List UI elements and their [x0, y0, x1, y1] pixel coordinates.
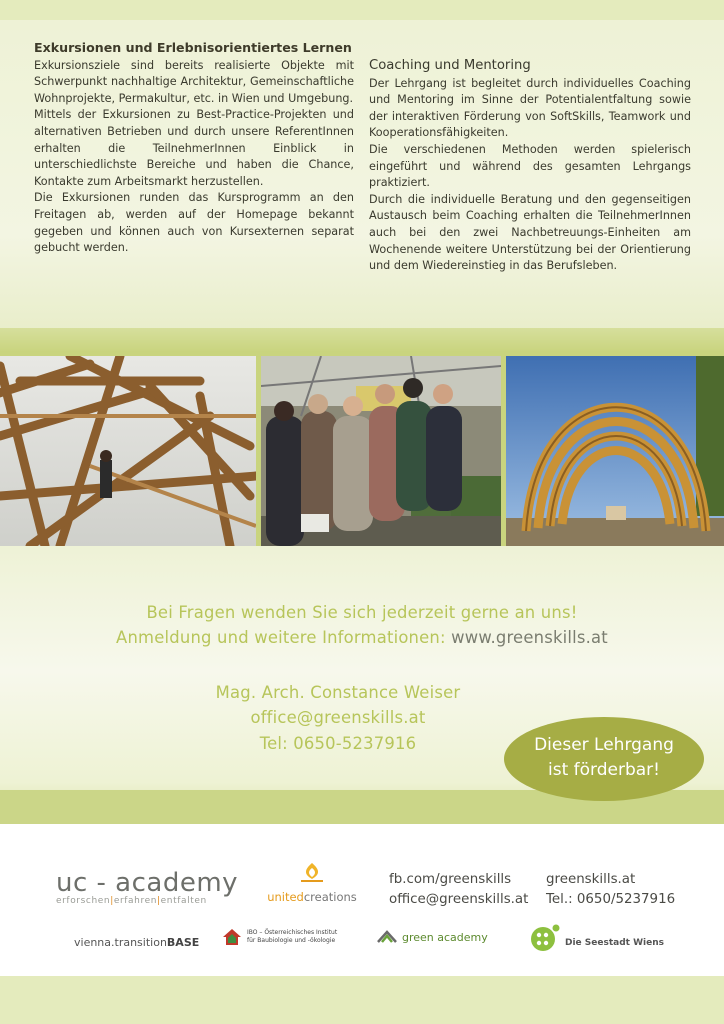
paragraph-coaching-methods: Die verschiedenen Methoden werden spielerisch eingeführt und während des gesamten Lehrgangs praktiziert.: [369, 142, 691, 190]
paragraph-exkursion-schedule: Die Exkursionen runden das Kursprogramm an den Freitagen ab, werden auf der Homepage bekannt gegeben und können auch von Kursexternen separat gebucht werden.: [34, 191, 354, 255]
paragraph-coaching-intro: Der Lehrgang ist begleitet durch individuelles Coaching und Mentoring im Sinne der Potentialentfaltung sowie der interaktiven Förderung von SoftSkills, Teamwork und Kooperationsfähigkeiten.: [369, 76, 691, 140]
footer-phone: Tel.: 0650/5237916: [546, 892, 676, 907]
footer-contact-web: [546, 870, 675, 910]
green-academy-logo: green academy: [377, 930, 488, 944]
unitedcreations-logo: [262, 862, 362, 904]
contact-name: Mag. Arch. Constance Weiser: [215, 683, 461, 702]
uc-academy-tagline: erforschen|erfahren|entfalten: [56, 896, 207, 906]
paragraph-exkursion-targets: Exkursionsziele sind bereits realisierte Objekte mit Schwerpunkt nachhaltige Architektur, Gemeinschaftliche Wohnprojekte, Permakultur, etc. in Wien und Umgebung.: [34, 58, 354, 105]
flame-icon: [297, 862, 327, 884]
top-band: [0, 0, 724, 20]
paragraph-coaching-support: Durch die individuelle Beratung und den gegenseitigen Austausch beim Coaching erhalten die TeilnehmerInnen auch bei den zwei Nachbetreuungs-Einheiten am Wochenende weitere Unterstützung bei der Orientierung und dem Wiedereinstieg in das Berufsleben.: [369, 192, 691, 273]
photo-timber-roof: [0, 356, 256, 546]
cta-registration: [0, 628, 724, 647]
ibo-label: IBO – Österreichisches Institut für Baubiologie und -ökologie: [247, 929, 338, 944]
house-icon: [222, 928, 242, 946]
left-column: [34, 40, 354, 257]
seestadt-emblem-icon: [530, 924, 560, 952]
facebook-link[interactable]: fb.com/greenskills: [389, 872, 512, 887]
heading-exkursionen: Exkursionen und Erlebnisorientiertes Lernen: [34, 40, 352, 55]
photo-greenhouse-group: [261, 356, 501, 546]
cta-registration-label: Anmeldung und weitere Informationen:: [116, 628, 452, 647]
funding-badge: [504, 717, 704, 801]
photo-strip: [0, 352, 724, 546]
cta-questions: Bei Fragen wenden Sie sich jederzeit gerne an uns!: [146, 603, 578, 622]
contact-phone: Tel: 0650-5237916: [259, 734, 417, 753]
vienna-transition-base-logo: vienna.transition BASE: [74, 936, 200, 949]
badge-line-1: Dieser Lehrgang: [534, 735, 674, 755]
divider-band: [0, 328, 724, 352]
bottom-band: [0, 976, 724, 1024]
paragraph-exkursion-methods: Mittels der Exkursionen zu Best-Practice-Projekten und alternativen Betrieben und durch unsere ReferentInnen erhalten die TeilnehmerInnen Einblick in unterschiedlichste Bereiche und haben die Chance, Kontakte zum Arbeitsmarkt herzustellen.: [34, 108, 354, 188]
uc-academy-wordmark: uc - academy: [56, 868, 239, 898]
uc-academy-logo: [56, 868, 238, 906]
right-column: [369, 40, 691, 275]
footer-website-link[interactable]: greenskills.at: [546, 872, 636, 887]
photo-wooden-arch: [506, 356, 724, 546]
heading-coaching: Coaching und Mentoring: [369, 58, 531, 73]
badge-line-2: ist förderbar!: [548, 760, 660, 780]
footer-contact-social: [389, 870, 528, 910]
seestadt-logo: Die Seestadt Wiens: [530, 924, 664, 952]
ibo-logo: [222, 928, 337, 946]
unitedcreations-wordmark: unitedcreations: [267, 890, 357, 904]
website-link[interactable]: www.greenskills.at: [451, 628, 608, 647]
contact-email[interactable]: office@greenskills.at: [250, 708, 426, 727]
footer-email-link[interactable]: office@greenskills.at: [389, 892, 529, 907]
roof-icon: [377, 930, 397, 944]
